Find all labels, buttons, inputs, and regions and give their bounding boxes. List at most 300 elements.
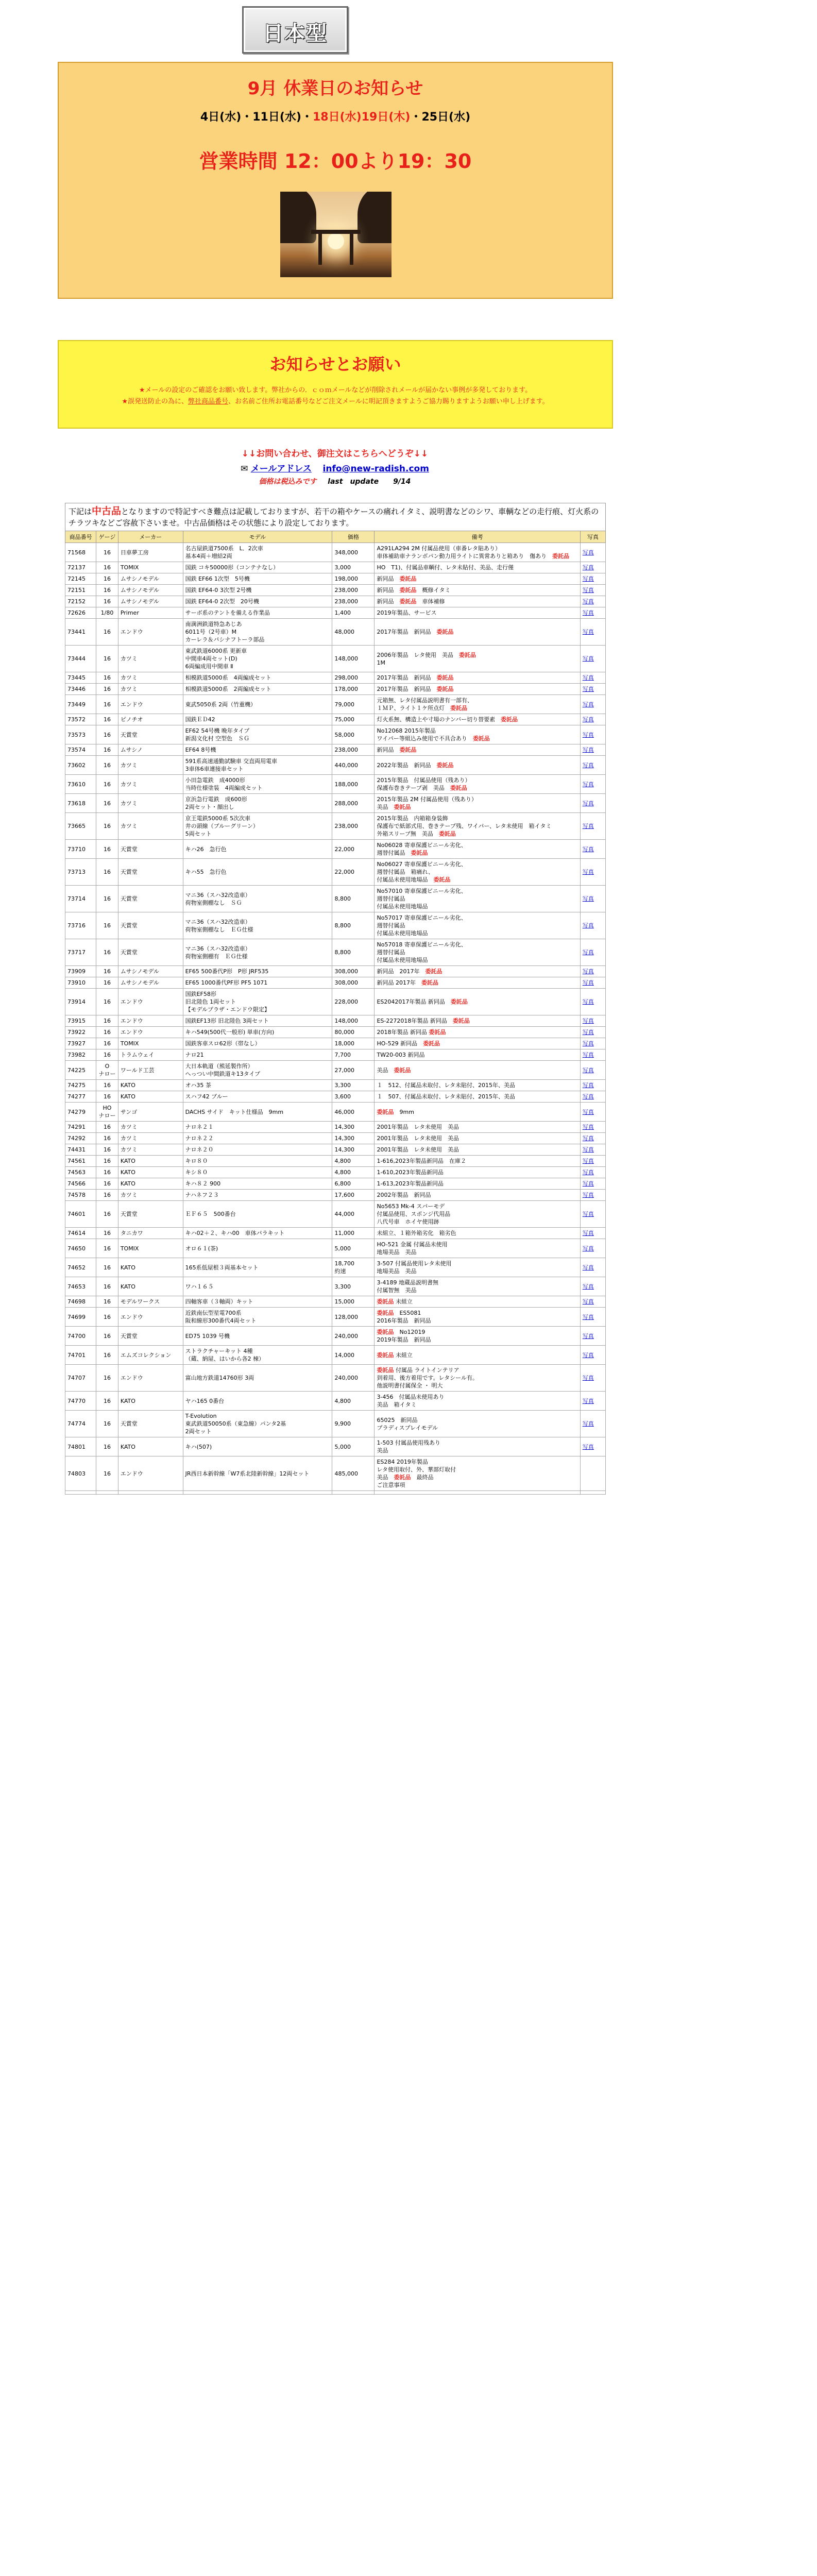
- photo-link[interactable]: 写真: [582, 1040, 594, 1047]
- cell-item-no: 74707: [65, 1365, 96, 1392]
- cell-item-no: 74803: [65, 1456, 96, 1491]
- cell-model: ナロネ２１: [183, 1122, 332, 1133]
- cell-price: 58,000: [332, 725, 375, 744]
- cell-notes: １ 512、付属品未取付、レタ未貼付、2015年、美品: [375, 1080, 580, 1091]
- table-row: [65, 775, 606, 794]
- cell-maker: 天賞堂: [118, 886, 183, 912]
- photo-link[interactable]: 写真: [582, 747, 594, 753]
- cell-photo: [580, 1365, 605, 1392]
- table-row: [65, 1327, 606, 1346]
- cell-model: 国鉄EF58形 旧北陸色 1両セット 【モデルプラザ・エンドウ限定】: [183, 989, 332, 1015]
- holiday-dates-c: ・25日(水): [410, 111, 471, 124]
- cell-price: 485,000: [332, 1456, 375, 1491]
- photo-link[interactable]: 写真: [582, 781, 594, 788]
- cell-model: 相模鉄道5000系 4両編成セット: [183, 672, 332, 684]
- photo-link[interactable]: 写真: [582, 575, 594, 582]
- cell-item-no: 74561: [65, 1156, 96, 1167]
- cell-photo: [580, 977, 605, 989]
- cell-gauge: 16: [96, 744, 118, 756]
- cell-gauge: 16: [96, 1258, 118, 1277]
- cell-model: ED75 1039 号機: [183, 1327, 332, 1346]
- photo-link[interactable]: 写真: [582, 1283, 594, 1290]
- cell-maker: エンドウ: [118, 1027, 183, 1038]
- holiday-dates-b: 18日(水)19日(木): [312, 111, 411, 124]
- photo-link[interactable]: 写真: [582, 761, 594, 769]
- cell-price: 148,000: [332, 1015, 375, 1027]
- cell-item-no: 74566: [65, 1178, 96, 1190]
- cell-model: キハ(507): [183, 1437, 332, 1456]
- cell-maker: カツミ: [118, 756, 183, 775]
- cell-price: 18,700 約速: [332, 1258, 375, 1277]
- photo-link[interactable]: 写真: [582, 1264, 594, 1271]
- cell-gauge: 16: [96, 1167, 118, 1178]
- cell-photo: [580, 684, 605, 695]
- cell-model: 小田急電鉄 成4000形 当時仕様塗装 4両編成セット: [183, 775, 332, 794]
- th-photo: 写真: [580, 531, 605, 543]
- cell-item-no: 73717: [65, 939, 96, 966]
- photo-link[interactable]: 写真: [582, 895, 594, 902]
- cell-item-no: 74275: [65, 1080, 96, 1091]
- cell-item-no: 74601: [65, 1201, 96, 1228]
- cell-model: キハ549(500代一般形) 単車(方向): [183, 1027, 332, 1038]
- cell-maker: カツミ: [118, 813, 183, 840]
- cell-gauge: 16: [96, 1015, 118, 1027]
- cell-notes: 2017年製品 新同品 委託品: [375, 619, 580, 646]
- cell-gauge: 16: [96, 1239, 118, 1258]
- cell-gauge: 16: [96, 1228, 118, 1239]
- cell-item-no: 74699: [65, 1308, 96, 1327]
- table-row: [65, 1201, 606, 1228]
- cell-photo: [580, 1144, 605, 1156]
- cell-item-no: [65, 1491, 96, 1495]
- cell-model: 東武5050系 2両（竹重機）: [183, 695, 332, 714]
- photo-link[interactable]: 写真: [582, 1066, 594, 1074]
- cell-item-no: 73573: [65, 725, 96, 744]
- cell-price: 308,000: [332, 977, 375, 989]
- cell-photo: [580, 840, 605, 859]
- cell-maker: カツミ: [118, 684, 183, 695]
- cell-price: 9,900: [332, 1411, 375, 1437]
- photo-link[interactable]: 写真: [582, 968, 594, 975]
- cell-price: 3,300: [332, 1080, 375, 1091]
- cell-maker: エンドウ: [118, 1015, 183, 1027]
- cell-photo: [580, 1122, 605, 1133]
- cell-notes: 2019年製品、サービス: [375, 607, 580, 619]
- th-notes: 備考: [375, 531, 580, 543]
- cell-maker: KATO: [118, 1167, 183, 1178]
- table-row: [65, 1027, 606, 1038]
- cell-price: 440,000: [332, 756, 375, 775]
- cell-notes: 2015年製品 付属品使用（残あり） 保護布巻きテープ剥 美品 委託品: [375, 775, 580, 794]
- photo-link[interactable]: 写真: [582, 598, 594, 605]
- cell-price: 240,000: [332, 1365, 375, 1392]
- cell-photo: [580, 1201, 605, 1228]
- cell-model: 591系高速通勤試験車 交直両用電車 3車体6車連接車セット: [183, 756, 332, 775]
- cell-notes: 2001年製品 レタ未使用 美品: [375, 1133, 580, 1144]
- photo-link[interactable]: 写真: [582, 1211, 594, 1217]
- cell-price: 240,000: [332, 1327, 375, 1346]
- photo-link[interactable]: 写真: [582, 731, 594, 738]
- cell-photo: [580, 1190, 605, 1201]
- table-row: [65, 813, 606, 840]
- cell-photo: [580, 573, 605, 585]
- cell-item-no: 74279: [65, 1103, 96, 1122]
- cell-photo: [580, 1392, 605, 1411]
- th-price: 価格: [332, 531, 375, 543]
- table-row: [65, 1122, 606, 1133]
- photo-link[interactable]: 写真: [582, 949, 594, 956]
- photo-link[interactable]: 写真: [582, 701, 594, 708]
- cell-notes: No57018 寄車保護ビニール劣化、 週替付属品 付属品未使用地場品: [375, 939, 580, 966]
- table-row: [65, 756, 606, 775]
- cell-notes: HO-529 新同品 委託品: [375, 1038, 580, 1049]
- cell-photo: [580, 966, 605, 977]
- cell-photo: [580, 1080, 605, 1091]
- notice-box: [58, 340, 613, 429]
- cell-price: 348,000: [332, 543, 375, 562]
- cell-photo: [580, 1327, 605, 1346]
- photo-link[interactable]: 写真: [582, 674, 594, 681]
- cell-item-no: 73665: [65, 813, 96, 840]
- business-hours: 営業時間 12：00より19：30: [199, 150, 472, 173]
- table-row: [65, 725, 606, 744]
- cell-photo: [580, 1038, 605, 1049]
- cell-price: 198,000: [332, 573, 375, 585]
- cell-price: 11,000: [332, 1228, 375, 1239]
- cell-notes: 2006年製品 レタ使用 美品 委託品 1M: [375, 646, 580, 672]
- photo-link[interactable]: 写真: [582, 823, 594, 829]
- cell-model: ストラクチャーキット 4種 （蔵、納屋、はいから各2 棟）: [183, 1346, 332, 1365]
- cell-maker: カツミ: [118, 1133, 183, 1144]
- cell-gauge: 16: [96, 1437, 118, 1456]
- cell-gauge: 16: [96, 939, 118, 966]
- photo-link[interactable]: 写真: [582, 1124, 594, 1130]
- cell-photo: [580, 1411, 605, 1437]
- cell-gauge: 16: [96, 1049, 118, 1061]
- photo-link[interactable]: 写真: [582, 869, 594, 875]
- cell-price: 48,000: [332, 619, 375, 646]
- cell-gauge: 16: [96, 619, 118, 646]
- photo-link[interactable]: 写真: [582, 1018, 594, 1024]
- cell-model: ナロネ２０: [183, 1144, 332, 1156]
- email-link[interactable]: info@new-radish.com: [322, 464, 429, 474]
- cell-gauge: 16: [96, 1133, 118, 1144]
- cell-item-no: 72626: [65, 607, 96, 619]
- table-row: [65, 1411, 606, 1437]
- cell-maker: TOMIX: [118, 1038, 183, 1049]
- cell-maker: カツミ: [118, 775, 183, 794]
- cell-gauge: 16: [96, 775, 118, 794]
- cell-notes: 3-507 付属品使用レタ未使用 地場美品 美品: [375, 1258, 580, 1277]
- cell-maker: カツミ: [118, 672, 183, 684]
- cell-model: 近鉄南伝型星電700系 阪和線形300番代4両セット: [183, 1308, 332, 1327]
- cell-item-no: 73572: [65, 714, 96, 725]
- cell-model: ＥＦ６５ 500番台: [183, 1201, 332, 1228]
- photo-link[interactable]: 写真: [582, 1146, 594, 1153]
- cell-item-no: 72151: [65, 585, 96, 596]
- photo-link[interactable]: 写真: [582, 1332, 594, 1340]
- table-row: [65, 562, 606, 573]
- cell-notes: 新同品 委託品 概修イタミ: [375, 585, 580, 596]
- cell-item-no: 74578: [65, 1190, 96, 1201]
- cell-price: 4,800: [332, 1167, 375, 1178]
- cell-item-no: 73982: [65, 1049, 96, 1061]
- cell-notes: No06028 寄車保護ビニール劣化、 週替付属品 委託品: [375, 840, 580, 859]
- cell-model: ヤハ165 0番台: [183, 1392, 332, 1411]
- photo-link[interactable]: 写真: [582, 922, 594, 929]
- photo-link[interactable]: 写真: [582, 1135, 594, 1142]
- cell-maker: ムサシノモデル: [118, 977, 183, 989]
- cell-notes: [375, 1491, 580, 1495]
- photo-link[interactable]: 写真: [582, 1029, 594, 1036]
- cell-model: キハ26 急行色: [183, 840, 332, 859]
- table-row: [65, 840, 606, 859]
- photo-link[interactable]: 写真: [582, 998, 594, 1005]
- photo-link[interactable]: 写真: [582, 1082, 594, 1089]
- cell-price: 188,000: [332, 775, 375, 794]
- cell-gauge: 16: [96, 1365, 118, 1392]
- cell-notes: 3-456 付属品未使用あり 美品 箱イタミ: [375, 1392, 580, 1411]
- mail-address-label[interactable]: メールアドレス: [250, 464, 312, 474]
- cell-maker: ムサシノ: [118, 744, 183, 756]
- photo-link[interactable]: 写真: [582, 1158, 594, 1164]
- cell-notes: No57017 寄車保護ビニール劣化、 週替付属品 付属品未使用地場品: [375, 912, 580, 939]
- cell-maker: エンドウ: [118, 1308, 183, 1327]
- cell-maker: 天賞堂: [118, 1327, 183, 1346]
- cell-notes: 委託品 No12019 2019年製品 新同品: [375, 1327, 580, 1346]
- cell-gauge: 16: [96, 646, 118, 672]
- cell-price: 178,000: [332, 684, 375, 695]
- table-row: [65, 886, 606, 912]
- table-row: [65, 596, 606, 607]
- cell-gauge: 16: [96, 912, 118, 939]
- cell-item-no: 73914: [65, 989, 96, 1015]
- cell-item-no: 74291: [65, 1122, 96, 1133]
- table-row: [65, 672, 606, 684]
- cell-photo: [580, 1228, 605, 1239]
- cell-gauge: 16: [96, 1296, 118, 1308]
- cell-photo: [580, 912, 605, 939]
- cell-model: 四軸客車（３軸両）キット: [183, 1296, 332, 1308]
- table-row: [65, 1080, 606, 1091]
- cell-photo: [580, 562, 605, 573]
- table-row: [65, 714, 606, 725]
- cell-photo: [580, 1437, 605, 1456]
- cell-maker: 天賞堂: [118, 939, 183, 966]
- cell-maker: KATO: [118, 1091, 183, 1103]
- table-row: [65, 1456, 606, 1491]
- table-row: [65, 1258, 606, 1277]
- table-row: [65, 1091, 606, 1103]
- cell-notes: 2015年製品 2M 付属品使用（残あり） 美品 委託品: [375, 794, 580, 813]
- photo-link[interactable]: 写真: [582, 587, 594, 594]
- cell-model: ナハネフ２３: [183, 1190, 332, 1201]
- cell-model: マニ36（スハ32改造車） 荷物室側棚なし ＥＧ仕様: [183, 912, 332, 939]
- photo-link[interactable]: 写真: [582, 1108, 594, 1115]
- cell-price: 1,400: [332, 607, 375, 619]
- cell-photo: [580, 695, 605, 714]
- cell-photo: [580, 1178, 605, 1190]
- cell-notes: 委託品 9mm: [375, 1103, 580, 1122]
- cell-model: 国鉄ＥＤ42: [183, 714, 332, 725]
- cell-price: 17,600: [332, 1190, 375, 1201]
- cell-maker: エンドウ: [118, 695, 183, 714]
- cell-price: 4,800: [332, 1156, 375, 1167]
- table-row: [65, 966, 606, 977]
- cell-price: [332, 1491, 375, 1495]
- cell-gauge: 16: [96, 1456, 118, 1491]
- cell-gauge: 16: [96, 1038, 118, 1049]
- cell-item-no: 73710: [65, 840, 96, 859]
- cell-gauge: 16: [96, 573, 118, 585]
- cell-price: 6,800: [332, 1178, 375, 1190]
- photo-link[interactable]: 写真: [582, 549, 594, 556]
- cell-photo: [580, 1456, 605, 1491]
- cell-model: ワハ１６５: [183, 1277, 332, 1296]
- photo-link[interactable]: 写真: [582, 564, 594, 571]
- holiday-title: 9月 休業日のお知らせ: [247, 78, 423, 99]
- table-row: [65, 543, 606, 562]
- cell-item-no: 73927: [65, 1038, 96, 1049]
- cell-model: キシ８０: [183, 1167, 332, 1178]
- photo-link[interactable]: 写真: [582, 629, 594, 635]
- cell-maker: カツミ: [118, 1190, 183, 1201]
- cell-price: 4,800: [332, 1392, 375, 1411]
- cell-photo: [580, 794, 605, 813]
- cell-maker: KATO: [118, 1437, 183, 1456]
- table-row: [65, 684, 606, 695]
- table-row: [65, 585, 606, 596]
- cell-maker: トラムウェイ: [118, 1049, 183, 1061]
- cell-notes: 委託品 付属品 ライトインテリア 到着用、後方着用です。レタシール有。 他説明書付属保全 ・ 明大: [375, 1365, 580, 1392]
- cell-price: 22,000: [332, 859, 375, 886]
- cell-item-no: 74700: [65, 1327, 96, 1346]
- cell-gauge: 16: [96, 1411, 118, 1437]
- cell-model: サーボ系のテントを備える作業品: [183, 607, 332, 619]
- cell-photo: [580, 585, 605, 596]
- cell-price: 44,000: [332, 1201, 375, 1228]
- cell-photo: [580, 543, 605, 562]
- cell-gauge: 16: [96, 977, 118, 989]
- cell-price: 14,300: [332, 1144, 375, 1156]
- cell-model: [183, 1491, 332, 1495]
- cell-model: JR西日本新幹線「W7系北陸新幹線」12両セット: [183, 1456, 332, 1491]
- cell-gauge: 16: [96, 1178, 118, 1190]
- table-row: [65, 1346, 606, 1365]
- cell-price: 79,000: [332, 695, 375, 714]
- cell-price: 7,700: [332, 1049, 375, 1061]
- cell-maker: 天賞堂: [118, 1411, 183, 1437]
- cell-photo: [580, 1027, 605, 1038]
- cell-item-no: 73915: [65, 1015, 96, 1027]
- photo-link[interactable]: 写真: [582, 609, 594, 616]
- cell-photo: [580, 1491, 605, 1495]
- th-gauge: ゲージ: [96, 531, 118, 543]
- cell-gauge: O ナロー: [96, 1061, 118, 1080]
- photo-link[interactable]: 写真: [582, 1245, 594, 1252]
- photo-link[interactable]: 写真: [582, 979, 594, 986]
- cell-item-no: 72145: [65, 573, 96, 585]
- cell-item-no: 74701: [65, 1346, 96, 1365]
- cell-notes: ES-2272018年製品 新同品 委託品: [375, 1015, 580, 1027]
- photo-link[interactable]: 写真: [582, 1298, 594, 1305]
- cell-maker: モデルワークス: [118, 1296, 183, 1308]
- cell-photo: [580, 714, 605, 725]
- cell-photo: [580, 1308, 605, 1327]
- cell-model: 国鉄 EF66 1次型 5号機: [183, 573, 332, 585]
- cell-price: 308,000: [332, 966, 375, 977]
- holiday-dates: [59, 108, 612, 124]
- cell-gauge: 16: [96, 585, 118, 596]
- table-row: [65, 1038, 606, 1049]
- cell-maker: KATO: [118, 1178, 183, 1190]
- table-row: [65, 1491, 606, 1495]
- photo-link[interactable]: 写真: [582, 1230, 594, 1236]
- cell-photo: [580, 1015, 605, 1027]
- cell-notes: A291LA294 2M 付属品使用（車番レタ貼あり） 車体補助車ナランボパン動力用ライトに異常ありと箱あり 傷あり 委託品: [375, 543, 580, 562]
- cell-gauge: 16: [96, 1277, 118, 1296]
- photo-link[interactable]: 写真: [582, 1351, 594, 1359]
- cell-gauge: 16: [96, 684, 118, 695]
- cell-photo: [580, 756, 605, 775]
- cell-model: 国鉄客車スロ62形（帯なし）: [183, 1038, 332, 1049]
- cell-gauge: 16: [96, 886, 118, 912]
- contact-block: [0, 446, 670, 486]
- cell-notes: 2001年製品 レタ未使用 美品: [375, 1144, 580, 1156]
- cell-model: キハ02＋２、キハ00 車体パラキット: [183, 1228, 332, 1239]
- cell-item-no: 74292: [65, 1133, 96, 1144]
- cell-maker: ムサシノモデル: [118, 966, 183, 977]
- last-update: last update 9/14: [328, 478, 411, 486]
- cell-price: 5,000: [332, 1437, 375, 1456]
- cell-item-no: 74801: [65, 1437, 96, 1456]
- photo-link[interactable]: 写真: [582, 845, 594, 853]
- photo-link[interactable]: 写真: [582, 1052, 594, 1058]
- cell-item-no: 74225: [65, 1061, 96, 1080]
- cell-gauge: 16: [96, 714, 118, 725]
- cell-model: オハ35 茶: [183, 1080, 332, 1091]
- photo-link[interactable]: 写真: [582, 1169, 594, 1176]
- photo-link[interactable]: 写真: [582, 1375, 594, 1381]
- cell-item-no: 73716: [65, 912, 96, 939]
- photo-link[interactable]: 写真: [582, 655, 594, 662]
- cell-maker: タニカワ: [118, 1228, 183, 1239]
- cell-gauge: 16: [96, 859, 118, 886]
- cell-item-no: 74431: [65, 1144, 96, 1156]
- photo-link[interactable]: 写真: [582, 686, 594, 692]
- photo-link[interactable]: 写真: [582, 716, 594, 723]
- photo-link[interactable]: 写真: [582, 1313, 594, 1320]
- table-row: [65, 1277, 606, 1296]
- cell-price: 15,000: [332, 1296, 375, 1308]
- cell-price: 3,300: [332, 1277, 375, 1296]
- photo-link[interactable]: 写真: [582, 1443, 594, 1450]
- cell-item-no: 73714: [65, 886, 96, 912]
- photo-link[interactable]: 写真: [582, 800, 594, 807]
- cell-price: 3,000: [332, 562, 375, 573]
- cell-gauge: 16: [96, 1201, 118, 1228]
- cell-gauge: 16: [96, 1346, 118, 1365]
- table-row: [65, 1437, 606, 1456]
- photo-link[interactable]: 写真: [582, 1397, 594, 1404]
- photo-link[interactable]: 写真: [582, 1420, 594, 1427]
- cell-model: 国鉄EF13形 旧北陸色 3両セット: [183, 1015, 332, 1027]
- photo-link[interactable]: 写真: [582, 1192, 594, 1198]
- cell-notes: 2015年製品 内箱箱身装飾 保護布で紙部式用、巻きテープ残、ワイパー、レタ未使用 箱イタミ 外箱スリーブ無 美品 委託品: [375, 813, 580, 840]
- cell-photo: [580, 1277, 605, 1296]
- photo-link[interactable]: 写真: [582, 1093, 594, 1100]
- photo-link[interactable]: 写真: [582, 1180, 594, 1187]
